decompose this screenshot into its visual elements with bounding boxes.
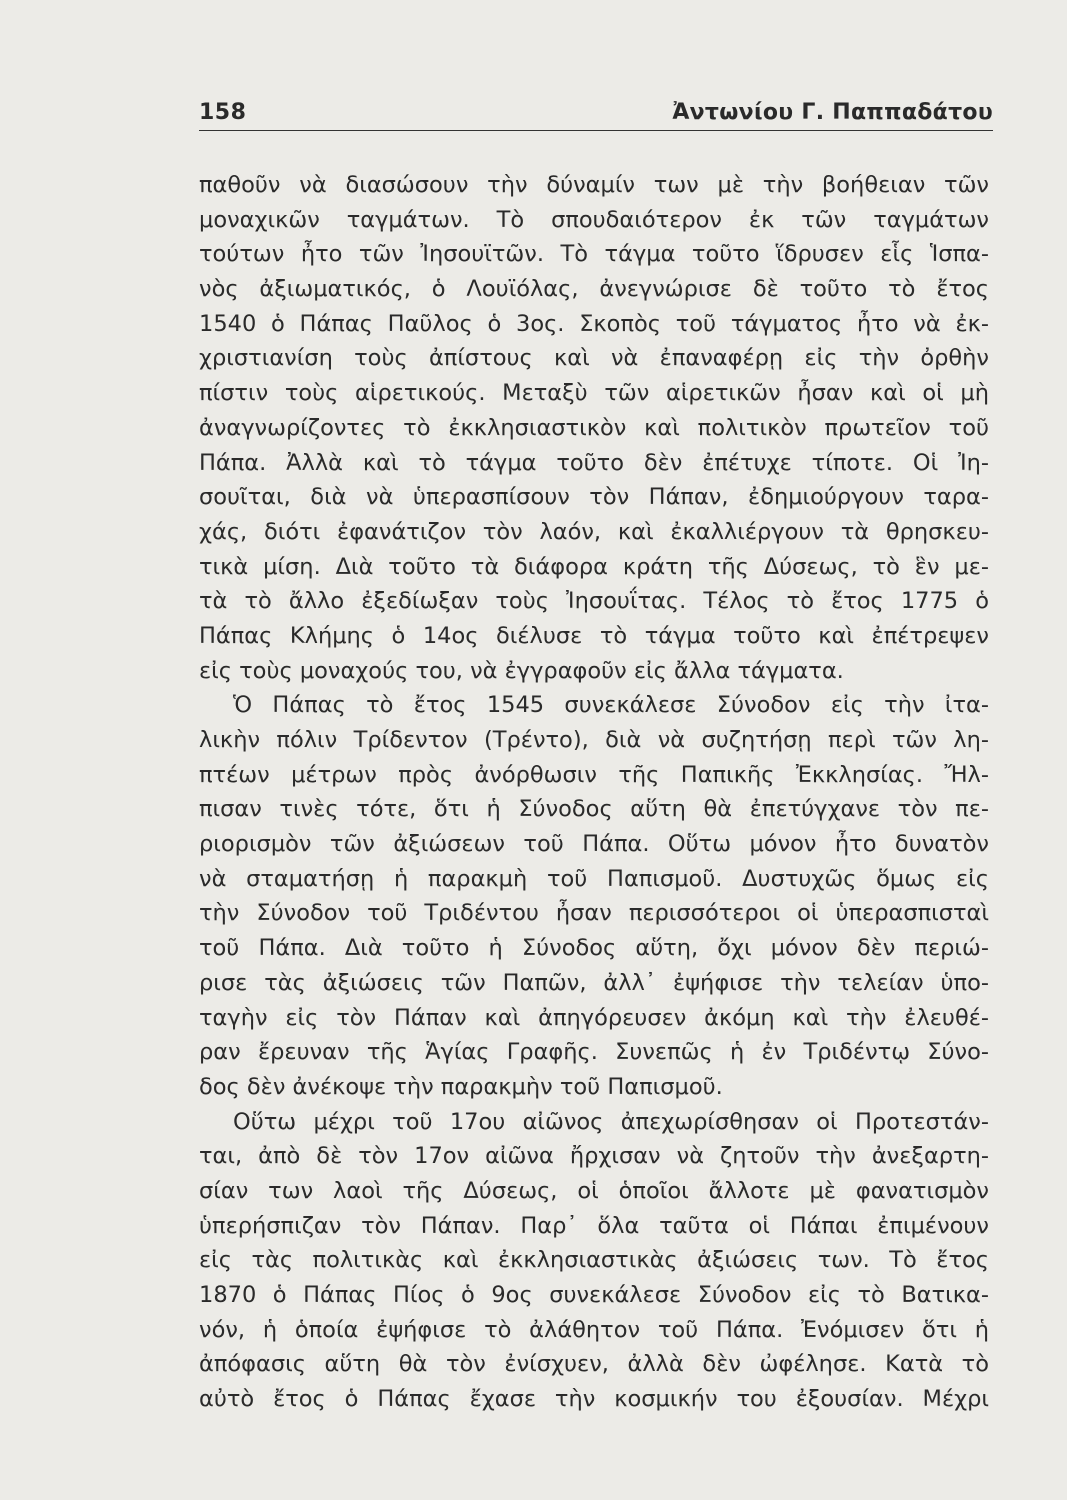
- text-line: τικὰ μίση. Διὰ τοῦτο τὰ διάφορα κράτη τῆς Δύσεως, τὸ ἓν με-: [199, 553, 989, 580]
- text-line: ρισε τὰς ἀξιώσεις τῶν Παπῶν, ἀλλ᾽ ἐψήφισε τὴν τελείαν ὑπο-: [199, 969, 989, 996]
- text-line: 1870 ὁ Πάπας Πίος ὁ 9ος συνεκάλεσε Σύνοδον εἰς τὸ Βατικα-: [199, 1282, 989, 1308]
- body-text: [199, 168, 989, 1417]
- text-line: πισαν τινὲς τότε, ὅτι ἡ Σύνοδος αὕτη θὰ ἐπετύγχανε τὸν πε-: [199, 796, 989, 823]
- page-header: [199, 100, 993, 130]
- text-line: ἀπόφασις αὕτη θὰ τὸν ἐνίσχυεν, ἀλλὰ δὲν ὠφέλησε. Κατὰ τὸ: [199, 1351, 989, 1378]
- text-line: Οὕτω μέχρι τοῦ 17ου αἰῶνος ἀπεχωρίσθησαν οἱ Προτεστάν-: [233, 1108, 989, 1135]
- text-line: παθοῦν νὰ διασώσουν τὴν δύναμίν των μὲ τὴν βοήθειαν τῶν: [199, 172, 989, 198]
- text-line: 1540 ὁ Πάπας Παῦλος ὁ 3ος. Σκοπὸς τοῦ τάγματος ἦτο νὰ ἐκ-: [199, 310, 989, 337]
- text-line: σουῖται, διὰ νὰ ὑπερασπίσουν τὸν Πάπαν, ἐδημιούργουν ταρα-: [199, 484, 989, 511]
- running-head: Ἀντωνίου Γ. Παππαδάτου: [672, 100, 993, 125]
- text-line: εἰς τοὺς μοναχούς του, νὰ ἐγγραφοῦν εἰς ἄλλα τάγματα.: [199, 657, 844, 684]
- text-line: δος δὲν ἀνέκοψε τὴν παρακμὴν τοῦ Παπισμοῦ.: [199, 1073, 723, 1100]
- page-number: 158: [199, 100, 247, 125]
- text-line: λικὴν πόλιν Τρίδεντον (Τρέντο), διὰ νὰ συζητήσῃ περὶ τῶν λη-: [199, 727, 989, 753]
- text-line: χριστιανίση τοὺς ἀπίστους καὶ νὰ ἐπαναφέρῃ εἰς τὴν ὀρθὴν: [199, 345, 989, 372]
- text-line: ται, ἀπὸ δὲ τὸν 17ον αἰῶνα ἤρχισαν νὰ ζητοῦν τὴν ἀνεξαρτη-: [199, 1143, 989, 1170]
- text-line: ταγὴν εἰς τὸν Πάπαν καὶ ἀπηγόρευσεν ἀκόμη καὶ τὴν ἐλευθέ-: [199, 1004, 989, 1031]
- text-line: αὐτὸ ἔτος ὁ Πάπας ἔχασε τὴν κοσμικήν του ἐξουσίαν. Μέχρι: [199, 1386, 989, 1413]
- text-line: Ὁ Πάπας τὸ ἔτος 1545 συνεκάλεσε Σύνοδον εἰς τὴν ἰτα-: [233, 692, 989, 719]
- text-line: ὑπερήσπιζαν τὸν Πάπαν. Παρ᾽ ὅλα ταῦτα οἱ Πάπαι ἐπιμένουν: [199, 1212, 989, 1239]
- text-line: τὰ τὸ ἄλλο ἐξεδίωξαν τοὺς Ἰησουΐτας. Τέλος τὸ ἔτος 1775 ὁ: [199, 588, 989, 615]
- text-line: ραν ἔρευναν τῆς Ἁγίας Γραφῆς. Συνεπῶς ἡ ἐν Τριδέντῳ Σύνο-: [199, 1039, 989, 1066]
- text-line: σίαν των λαοὶ τῆς Δύσεως, οἱ ὁποῖοι ἄλλοτε μὲ φανατισμὸν: [199, 1177, 989, 1204]
- text-line: Πάπας Κλήμης ὁ 14ος διέλυσε τὸ τάγμα τοῦτο καὶ ἐπέτρεψεν: [199, 622, 989, 649]
- text-line: εἰς τὰς πολιτικὰς καὶ ἐκκλησιαστικὰς ἀξιώσεις των. Τὸ ἔτος: [199, 1247, 989, 1274]
- text-line: πίστιν τοὺς αἱρετικούς. Μεταξὺ τῶν αἱρετικῶν ἦσαν καὶ οἱ μὴ: [199, 380, 989, 407]
- text-line: νὰ σταματήσῃ ἡ παρακμὴ τοῦ Παπισμοῦ. Δυστυχῶς ὅμως εἰς: [199, 865, 989, 892]
- text-line: νὸς ἀξιωματικός, ὁ Λουϊόλας, ἀνεγνώρισε δὲ τοῦτο τὸ ἔτος: [199, 276, 989, 303]
- text-line: ριορισμὸν τῶν ἀξιώσεων τοῦ Πάπα. Οὕτω μόνον ἦτο δυνατὸν: [199, 831, 989, 858]
- text-line: τοῦ Πάπα. Διὰ τοῦτο ἡ Σύνοδος αὕτη, ὄχι μόνον δὲν περιώ-: [199, 935, 989, 962]
- text-line: χάς, διότι ἐφανάτιζον τὸν λαόν, καὶ ἐκαλλιέργουν τὰ θρησκευ-: [199, 518, 989, 545]
- text-line: νόν, ἡ ὁποία ἐψήφισε τὸ ἀλάθητον τοῦ Πάπα. Ἐνόμισεν ὅτι ἡ: [199, 1316, 989, 1343]
- text-line: τὴν Σύνοδον τοῦ Τριδέντου ἦσαν περισσότεροι οἱ ὑπερασπισταὶ: [199, 900, 989, 927]
- text-line: ἀναγνωρίζοντες τὸ ἐκκλησιαστικὸν καὶ πολιτικὸν πρωτεῖον τοῦ: [199, 414, 989, 441]
- text-line: πτέων μέτρων πρὸς ἀνόρθωσιν τῆς Παπικῆς Ἐκκλησίας. Ἤλ-: [199, 761, 989, 788]
- header-rule: [199, 130, 993, 131]
- text-line: μοναχικῶν ταγμάτων. Τὸ σπουδαιότερον ἐκ τῶν ταγμάτων: [199, 206, 989, 233]
- text-line: τούτων ἦτο τῶν Ἰησουϊτῶν. Τὸ τάγμα τοῦτο ἵδρυσεν εἷς Ἱσπα-: [199, 241, 989, 268]
- text-line: Πάπα. Ἀλλὰ καὶ τὸ τάγμα τοῦτο δὲν ἐπέτυχε τίποτε. Οἱ Ἰη-: [199, 449, 989, 476]
